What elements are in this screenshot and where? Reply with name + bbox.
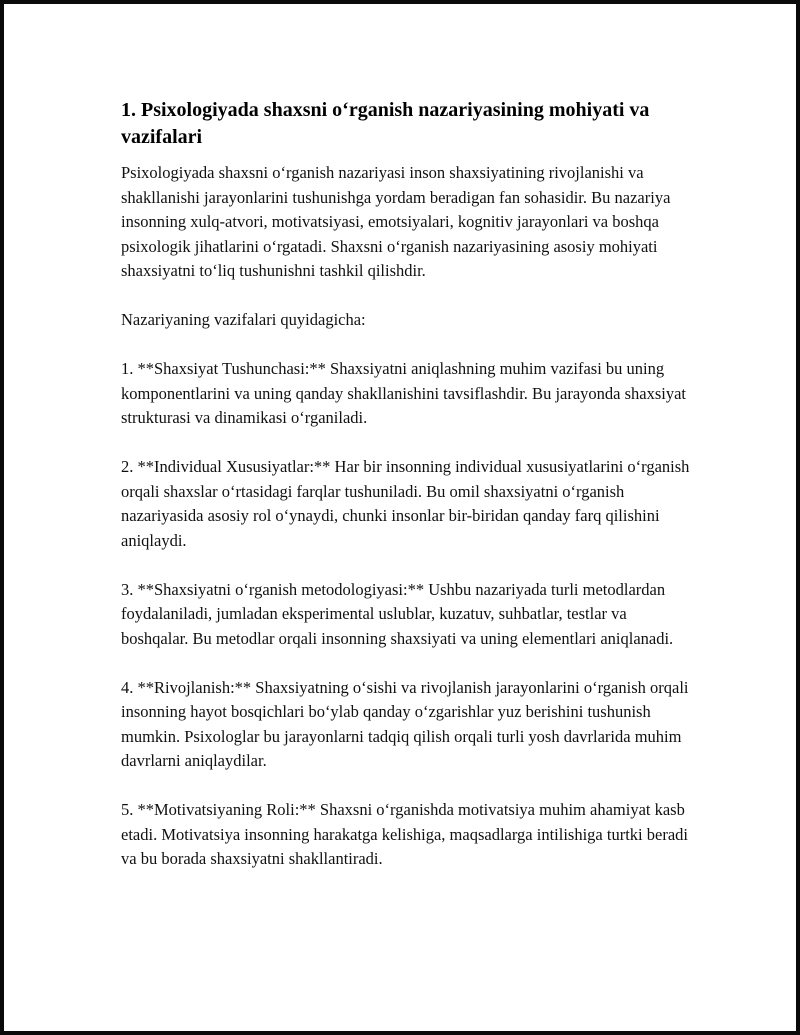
document-body — [121, 97, 691, 872]
task-item-4: 4. **Rivojlanish:** Shaxsiyatning oʻsishi va rivojlanish jarayonlarini oʻrganish orqali insonning hayot bosqichlari boʻylab qanday oʻzgarishlar yuz berishini tushunish mumkin. Psixologlar bu jarayonlarni tadqiq qilish orqali turli yosh davrlarida muhim davrlarni aniqlaydilar. — [121, 677, 689, 770]
task-item-3: 3. **Shaxsiyatni oʻrganish metodologiyasi:** Ushbu nazariyada turli metodlardan foydalaniladi, jumladan eksperimental uslublar, kuzatuv, suhbatlar, testlar va boshqalar. Bu metodlar orqali insonning shaxsiyati va uning elementlari aniqlanadi. — [121, 579, 674, 648]
tasks-intro-paragraph: Nazariyaning vazifalari quyidagicha: — [121, 310, 366, 329]
intro-paragraph: Psixologiyada shaxsni oʻrganish nazariyasi inson shaxsiyatining rivojlanishi va shakllanishi jarayonlarini tushunishga yordam beradigan fan sohasidir. Bu nazariya insonning xulq-atvori, motivatsiyasi, emotsiyalari, kognitiv jarayonlari va boshqa psixologik jihatlarini oʻrgatadi. Shaxsni oʻrganish nazariyasining asosiy mohiyati shaxsiyatni toʻliq tushunishni tashkil qilishdir. — [121, 163, 671, 280]
task-item-5: 5. **Motivatsiyaning Roli:** Shaxsni oʻrganishda motivatsiya muhim ahamiyat kasb etadi. Motivatsiya insonning harakatga kelishiga, maqsadlarga intilishiga turtki beradi va bu borada shaxsiyatni shakllantiradi. — [121, 800, 688, 868]
section-heading: 1. Psixologiyada shaxsni oʻrganish nazariyasining mohiyati va vazifalari — [121, 99, 650, 148]
task-item-2: 2. **Individual Xususiyatlar:** Har bir insonning individual xususiyatlarini oʻrganish orqali shaxslar oʻrtasidagi farqlar tushuniladi. Bu omil shaxsiyatni oʻrganish nazariyasida asosiy rol oʻynaydi, chunki insonlar bir-biridan qanday farq qilishini aniqlaydi. — [121, 457, 690, 550]
task-item-1: 1. **Shaxsiyat Tushunchasi:** Shaxsiyatni aniqlashning muhim vazifasi bu uning komponentlarini va uning qanday shakllanishini tavsiflashdir. Bu jarayonda shaxsiyat strukturasi va dinamikasi oʻrganiladi. — [121, 359, 687, 427]
